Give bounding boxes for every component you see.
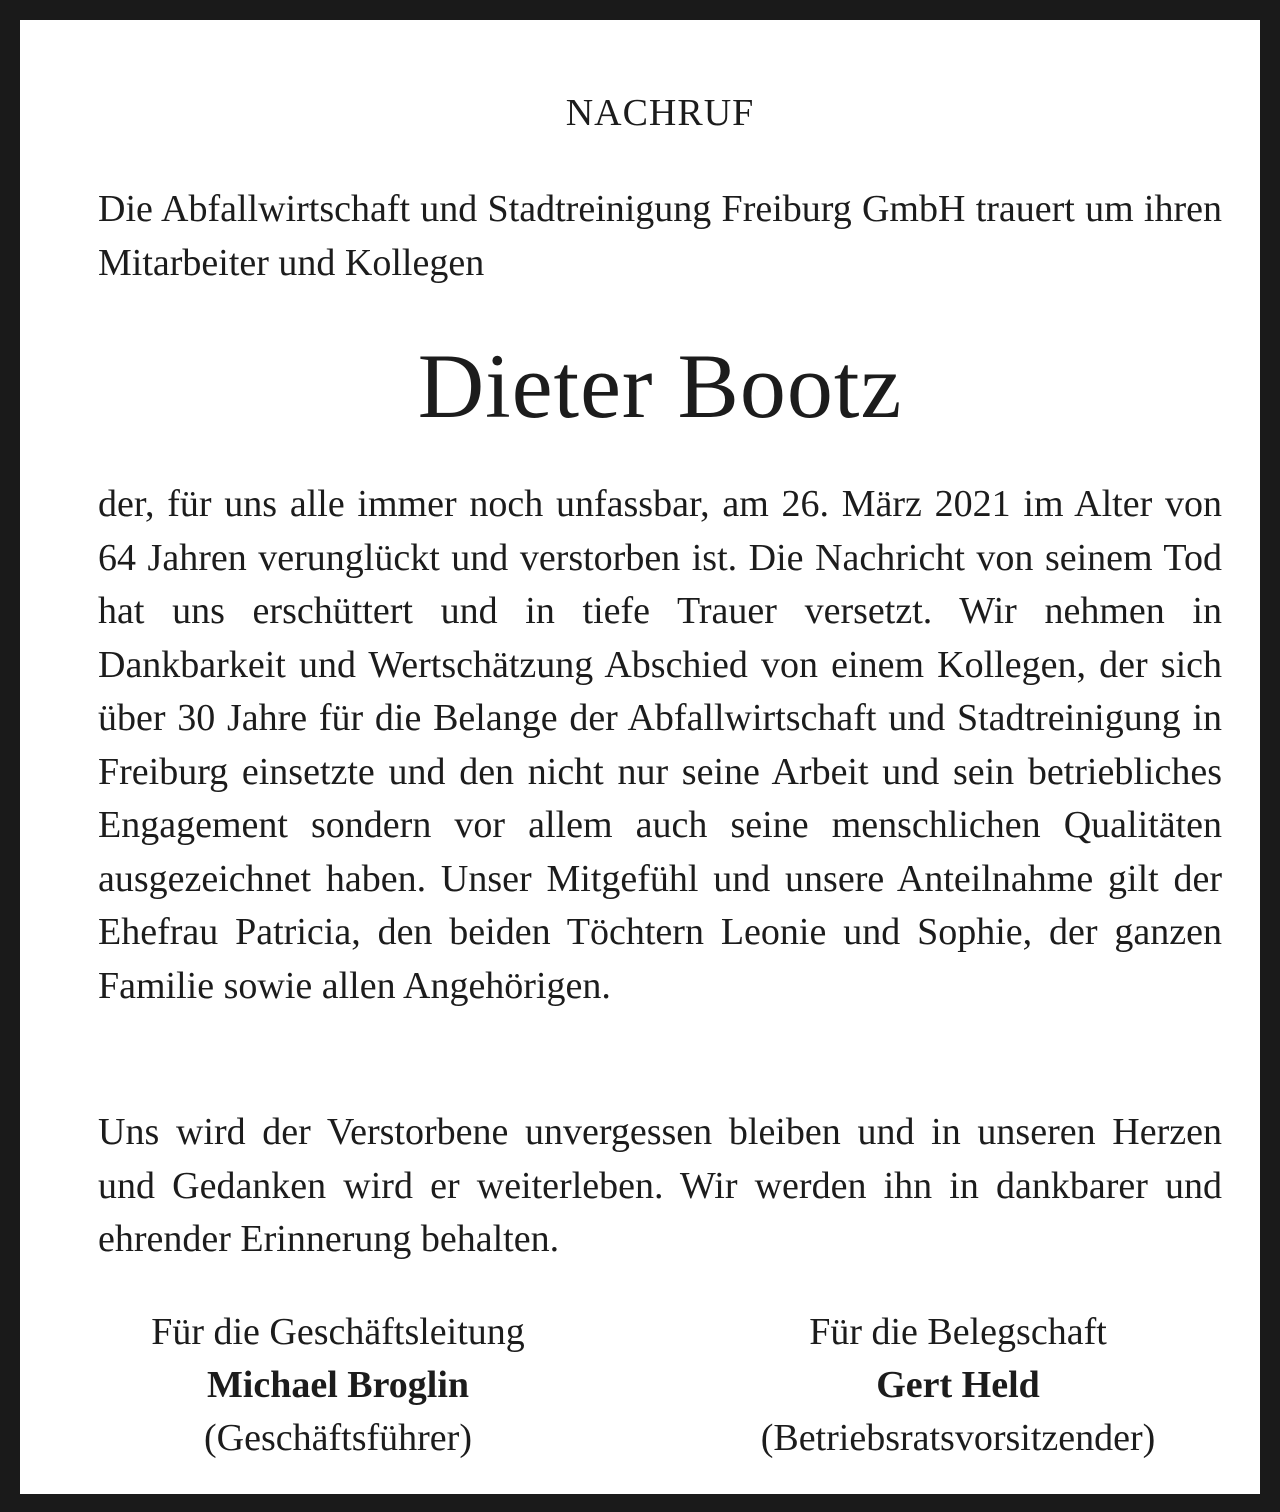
notice-heading: NACHRUF bbox=[565, 92, 755, 134]
deceased-name: Dieter Bootz bbox=[417, 335, 903, 437]
signature-name: Gert Held bbox=[876, 1364, 1040, 1406]
signature-on-behalf-of: Für die Belegschaft bbox=[809, 1311, 1107, 1353]
signature-staff bbox=[708, 1306, 1208, 1465]
notice-intro: Die Abfallwirtschaft und Stadtreinigung Freiburg GmbH trauert um ihren Mitarbeiter und Kollegen bbox=[98, 188, 1222, 284]
signature-role: (Geschäftsführer) bbox=[204, 1417, 472, 1459]
signature-name: Michael Broglin bbox=[206, 1364, 470, 1406]
signature-on-behalf-of: Für die Geschäftsleitung bbox=[151, 1311, 525, 1353]
signature-role: (Betriebsratsvorsitzender) bbox=[760, 1417, 1156, 1459]
notice-closing: Uns wird der Verstorbene unvergessen bleiben und in unseren Herzen und Gedanken wird er weiterleben. Wir werden ihn in dankbarer und ehrender Erinnerung behalten. bbox=[98, 1111, 1222, 1260]
notice-body: der, für uns alle immer noch unfassbar, am 26. März 2021 im Alter von 64 Jahren verunglückt und verstorben ist. Die Nachricht von seinem Tod hat uns erschüttert und in tiefe Trauer versetzt. Wir nehmen in Dankbarkeit und Wertschätzung Abschied von einem Kollegen, der sich über 30 Jahre für die Belange der Abfallwirtschaft und Stadtreinigung in Freiburg einsetzte und den nicht nur seine Arbeit und sein betriebliches Engagement sondern vor allem auch seine menschlichen Qualitäten ausgezeichnet haben. Unser Mitgefühl und unsere Anteilnahme gilt der Ehefrau Patricia, den beiden Töchtern Leonie und Sophie, der ganzen Familie sowie allen Angehörigen. bbox=[98, 483, 1222, 1007]
signature-management bbox=[88, 1306, 588, 1465]
